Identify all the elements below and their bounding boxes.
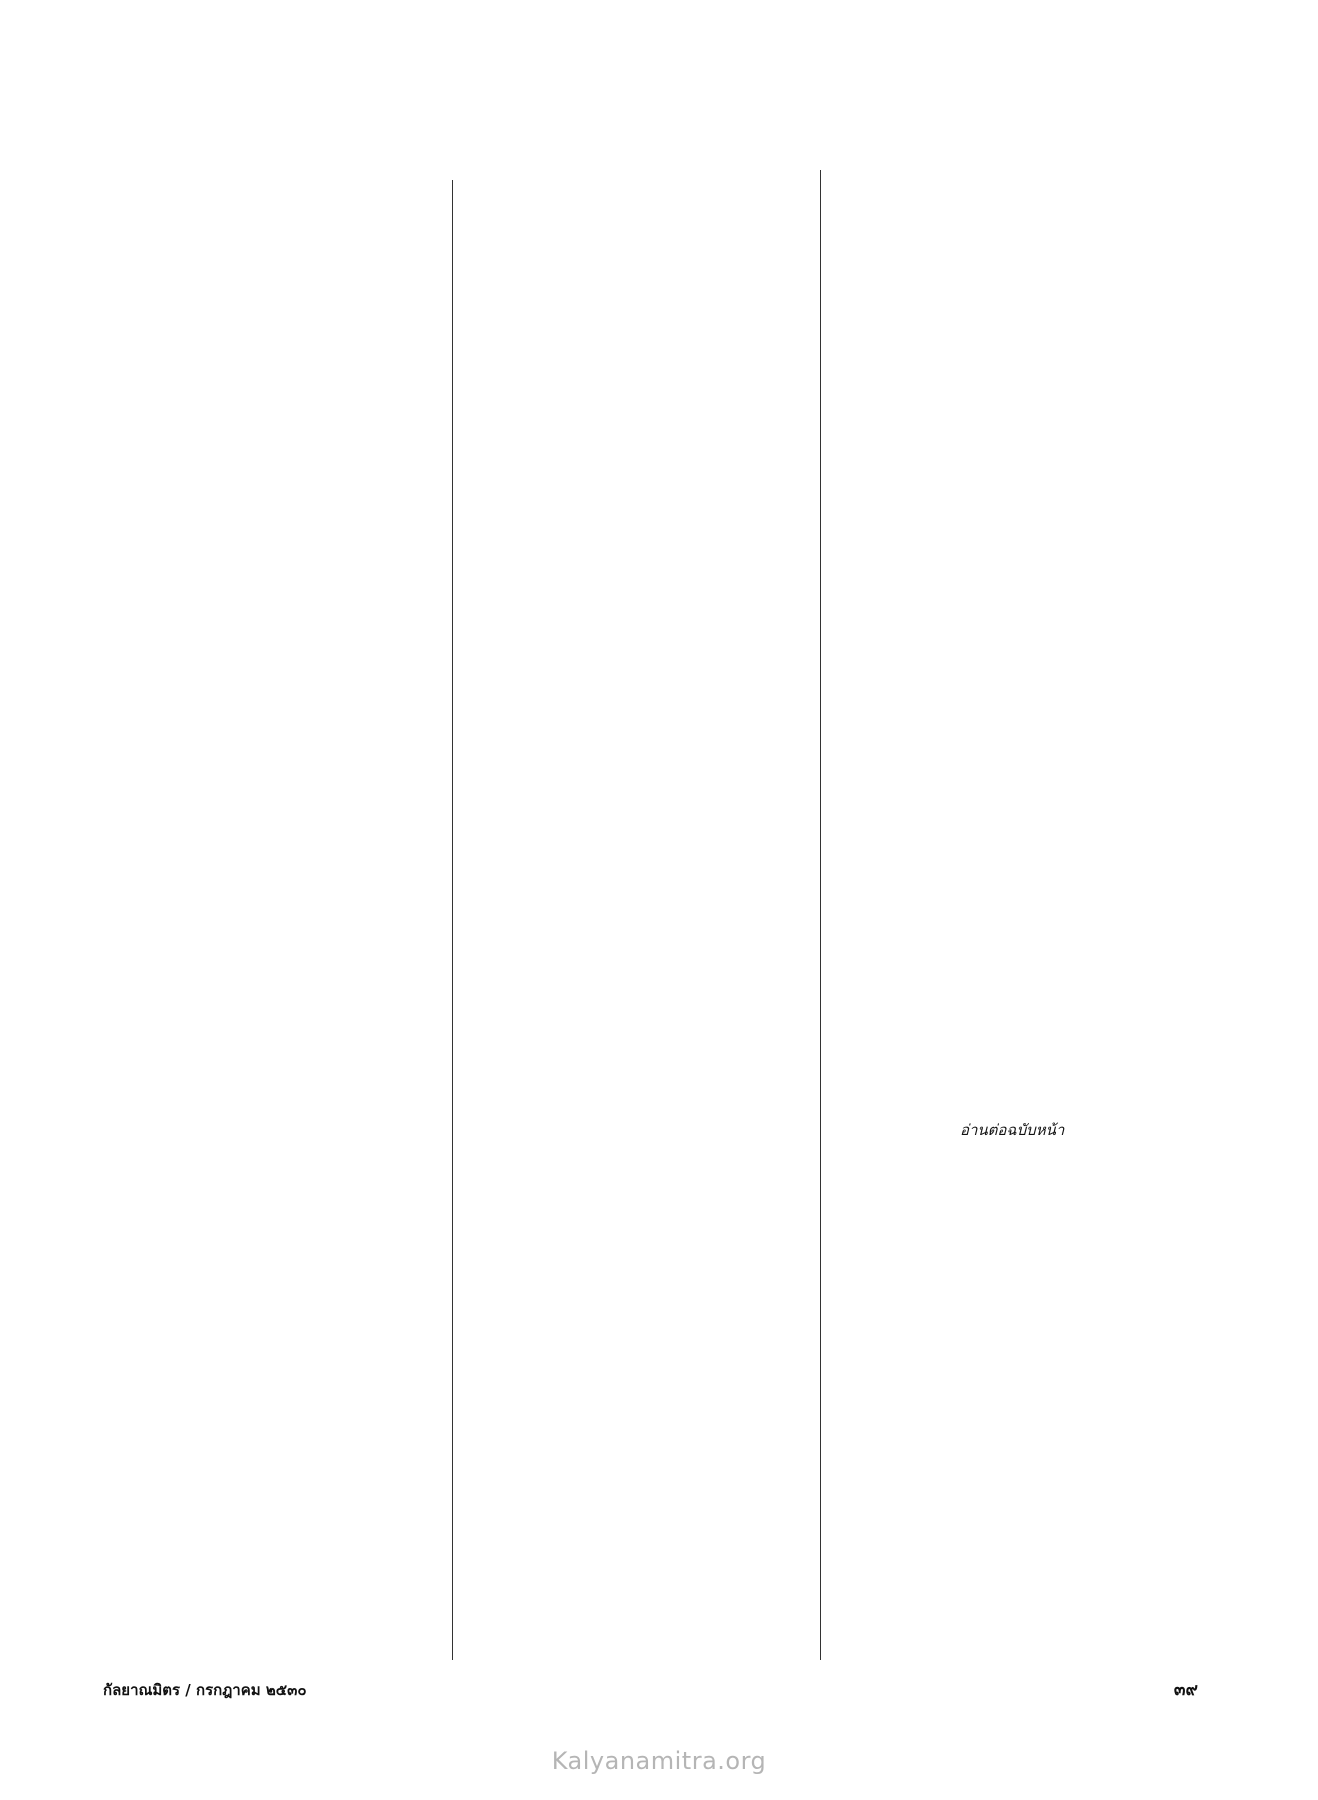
footer-publication-date: กัลยาณมิตร / กรกฎาคม ๒๕๓๐ (103, 1681, 307, 1699)
continued-next-issue-note: อ่านต่อฉบับหน้า (960, 1121, 1065, 1139)
column-divider (820, 170, 821, 1660)
website-watermark: Kalyanamitra.org (551, 1747, 767, 1775)
page-number: ๓๙ (1173, 1680, 1198, 1700)
column-divider (452, 180, 453, 1660)
